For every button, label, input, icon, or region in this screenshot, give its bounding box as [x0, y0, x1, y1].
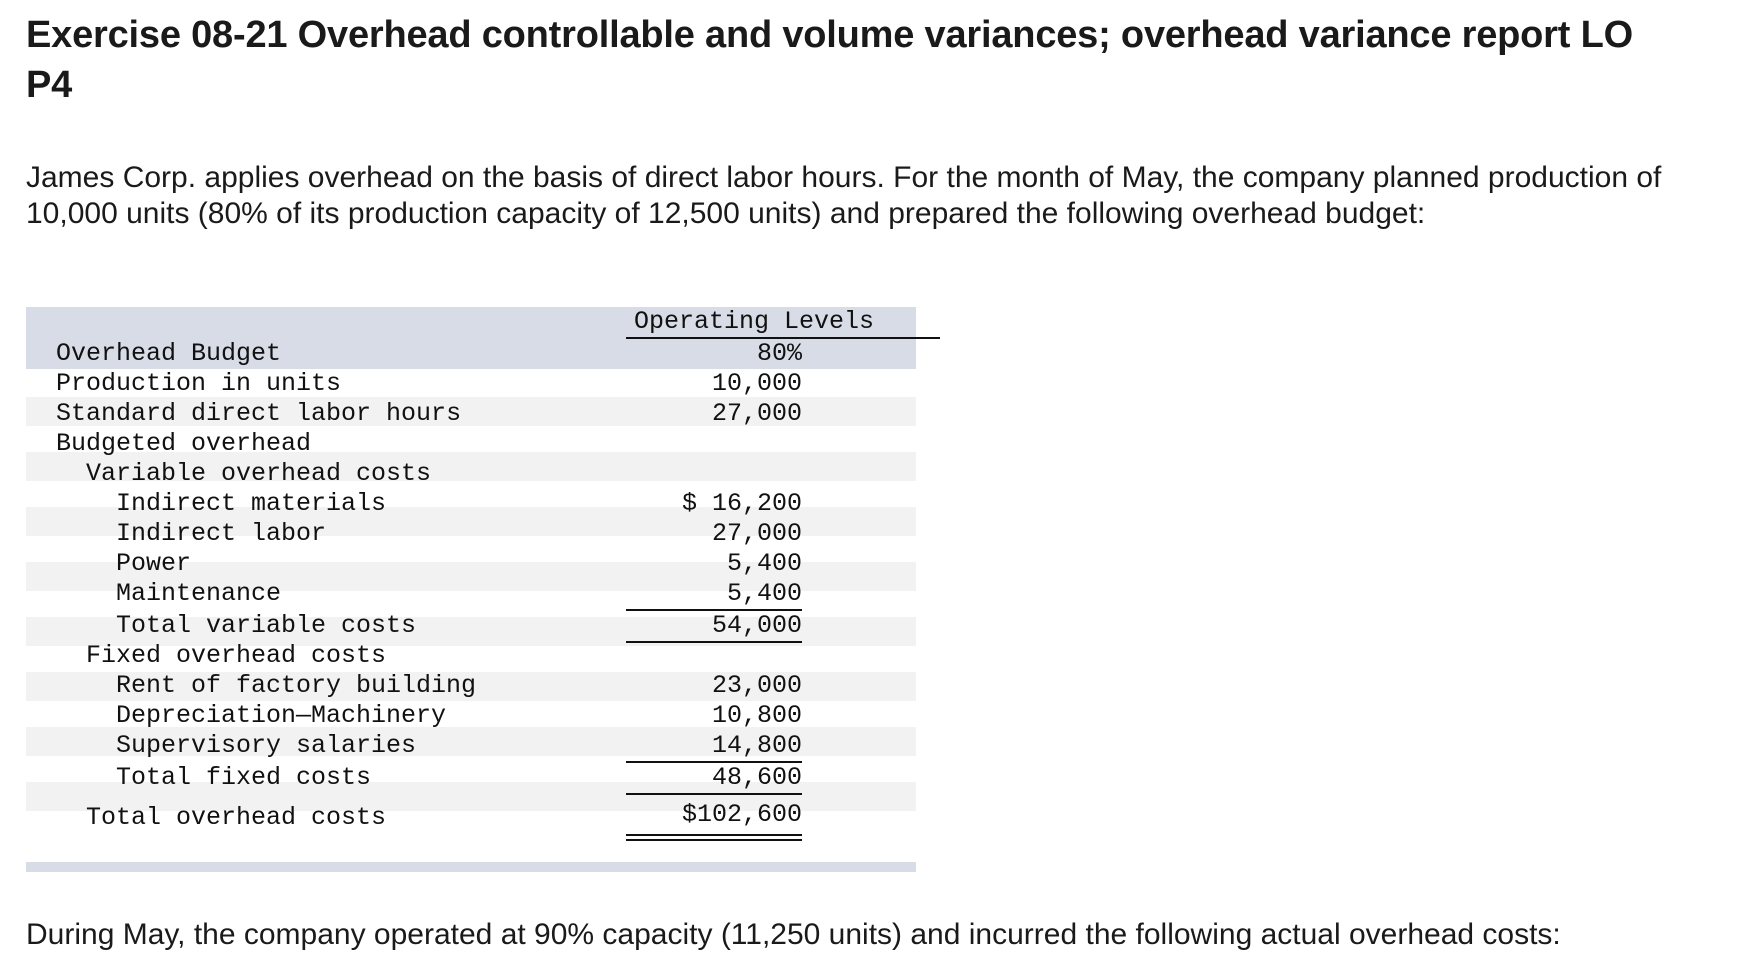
column-group-header: Operating Levels: [634, 307, 875, 336]
outro-paragraph: During May, the company operated at 90% capacity (11,250 units) and incurred the following actual overhead costs:: [26, 918, 1561, 951]
double-rule: [626, 834, 802, 836]
fixed-costs-label: Fixed overhead costs: [86, 641, 387, 670]
intro-paragraph: James Corp. applies overhead on the basis of direct labor hours. For the month of May, the company planned production of 10,000 units (80% of its production capacity of 12,500 units) and prepared the following overhead budget:: [26, 161, 1662, 230]
budget-header-label: Overhead Budget: [56, 339, 282, 368]
supervisory-label: Supervisory salaries: [116, 731, 417, 760]
dlh-value: 27,000: [711, 399, 802, 428]
indirect-materials-label: Indirect materials: [116, 489, 387, 518]
indirect-labor-value: 27,000: [711, 519, 802, 548]
depreciation-value: 10,800: [711, 701, 802, 730]
indirect-labor-label: Indirect labor: [116, 519, 327, 548]
total-fixed-label: Total fixed costs: [116, 763, 372, 792]
overhead-budget-table: [26, 307, 916, 872]
maintenance-value: 5,400: [726, 579, 802, 608]
total-variable-label: Total variable costs: [116, 611, 417, 640]
variable-costs-label: Variable overhead costs: [86, 459, 432, 488]
rent-label: Rent of factory building: [116, 671, 477, 700]
budgeted-overhead-label: Budgeted overhead: [56, 429, 312, 458]
total-fixed-value: 48,600: [711, 763, 802, 792]
production-value: 10,000: [711, 369, 802, 398]
total-overhead-value: $102,600: [681, 800, 802, 829]
table-footer-band: [26, 862, 916, 872]
double-rule: [626, 839, 802, 841]
production-label: Production in units: [56, 369, 342, 398]
exercise-title: Exercise 08-21 Overhead controllable and volume variances; overhead variance report LO P4: [26, 14, 1633, 106]
total-overhead-label: Total overhead costs: [86, 803, 387, 832]
depreciation-label: Depreciation—Machinery: [116, 701, 447, 730]
power-label: Power: [116, 549, 192, 578]
dlh-label: Standard direct labor hours: [56, 399, 462, 428]
maintenance-label: Maintenance: [116, 579, 282, 608]
total-variable-value: 54,000: [711, 611, 802, 640]
column-level-header: 80%: [756, 339, 802, 368]
supervisory-value: 14,800: [711, 731, 802, 760]
power-value: 5,400: [726, 549, 802, 578]
indirect-materials-value: $ 16,200: [681, 489, 802, 518]
subtotal-rule: [626, 641, 802, 643]
subtotal-rule: [626, 793, 802, 795]
rent-value: 23,000: [711, 671, 802, 700]
